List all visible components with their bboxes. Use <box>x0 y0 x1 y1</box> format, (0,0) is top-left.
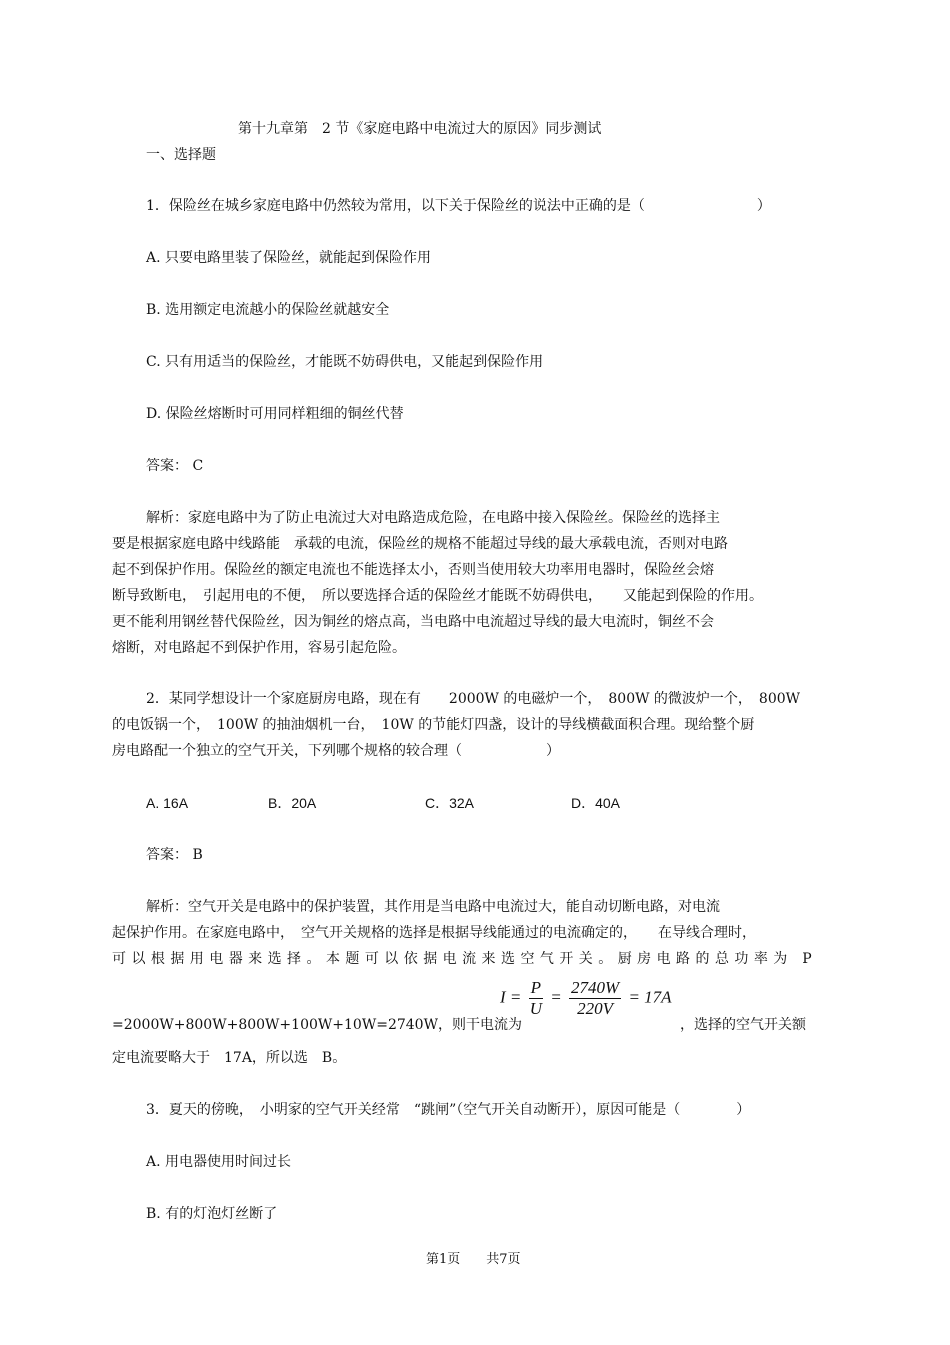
page-footer: 第1页 共7页 <box>426 1252 521 1267</box>
q1-analysis-line: 解析：家庭电路中为了防止电流过大对电路造成危险，在电路中接入保险丝。保险丝的选择主 <box>146 510 720 526</box>
current-formula: I = $\frac{P}{U}$ = $\frac{2740W}{220V}$ = 17A <box>500 978 672 1018</box>
q1-analysis-line: 起不到保护作用。保险丝的额定电流也不能选择太小，否则当使用较大功率用电器时，保险丝会熔 <box>112 562 714 578</box>
q2-analysis-line: 解析：空气开关是电路中的保护装置，其作用是当电路中电流过大，能自动切断电路，对电流 <box>146 899 720 915</box>
formula-den-1: U <box>529 999 542 1018</box>
q2-option-a: A. 16A <box>146 795 189 811</box>
q2-stem <box>112 686 812 764</box>
q2-stem-line: 2．某同学想设计一个家庭厨房电路，现在有 2000W 的电磁炉一个， 800W 的微波炉一个， 800W <box>146 691 801 707</box>
q1-stem: 1．保险丝在城乡家庭电路中仍然较为常用，以下关于保险丝的说法中正确的是（ ） <box>146 198 771 214</box>
q2-analysis-line: 起保护作用。在家庭电路中， 空气开关规格的选择是根据导线能通过的电流确定的， 在导线合理时， <box>112 925 756 941</box>
formula-num-2: 2740W <box>571 978 620 997</box>
page-title: 第十九章第 2 节《家庭电路中电流过大的原因》同步测试 <box>238 121 602 137</box>
q2-analysis-line: 可 以 根 据 用 电 器 来 选 择 。 本 题 可 以 依 据 电 流 来 选 空 气 开 关 。 厨 房 电 路 的 总 功 率 为 P <box>112 951 813 967</box>
q2-power-sum: =2000W+800W+800W+100W+10W=2740W，则干电流为 <box>112 1017 522 1033</box>
formula-lhs: I <box>500 987 506 1007</box>
q2-analysis <box>112 894 812 972</box>
q1-option-a: A. 只要电路里装了保险丝，就能起到保险作用 <box>146 250 432 266</box>
q1-analysis-line: 熔断，对电路起不到保护作用，容易引起危险。 <box>112 640 406 656</box>
q1-option-d: D. 保险丝熔断时可用同样粗细的铜丝代替 <box>146 406 404 422</box>
q2-option-d: D．40A <box>571 795 621 811</box>
q2-conclusion: 定电流要略大于 17A，所以选 B。 <box>112 1050 347 1066</box>
formula-fraction-p-u <box>529 978 543 1019</box>
q2-option-b: B．20A <box>268 795 317 811</box>
q1-option-c: C. 只有用适当的保险丝，才能既不妨碍供电，又能起到保险作用 <box>146 354 544 370</box>
q1-analysis-line: 断导致断电， 引起用电的不便， 所以要选择合适的保险丝才能既不妨碍供电， 又能起到保险的作用。 <box>112 588 763 604</box>
q2-stem-line: 的电饭锅一个， 100W 的抽油烟机一台， 10W 的节能灯四盏，设计的导线横截面积合理。现给整个厨 <box>112 717 755 733</box>
q1-analysis <box>112 505 812 661</box>
q3-stem: 3．夏天的傍晚， 小明家的空气开关经常 “跳闸”（空气开关自动断开），原因可能是（ ） <box>146 1102 751 1118</box>
q3-option-b: B. 有的灯泡灯丝断了 <box>146 1206 278 1222</box>
q2-after-formula: ，选择的空气开关额 <box>680 1017 806 1033</box>
formula-fraction-values <box>569 978 621 1019</box>
formula-den-2: 220V <box>577 999 614 1018</box>
formula-rhs: = 17A <box>628 987 672 1007</box>
q2-answer: 答案： B <box>146 847 203 863</box>
section-heading: 一、选择题 <box>146 147 216 163</box>
formula-num-1: P <box>530 978 542 997</box>
q3-option-a: A. 用电器使用时间过长 <box>146 1154 292 1170</box>
q1-option-b: B. 选用额定电流越小的保险丝就越安全 <box>146 302 390 318</box>
q2-option-c: C．32A <box>425 795 475 811</box>
q1-analysis-line: 要是根据家庭电路中线路能 承载的电流，保险丝的规格不能超过导线的最大承载电流，否则对电路 <box>112 536 728 552</box>
q2-stem-line: 房电路配一个独立的空气开关，下列哪个规格的较合理（ ） <box>112 743 560 759</box>
q1-analysis-line: 更不能利用钢丝替代保险丝，因为铜丝的熔点高，当电路中电流超过导线的最大电流时，铜丝不会 <box>112 614 714 630</box>
q1-answer: 答案： C <box>146 458 204 474</box>
